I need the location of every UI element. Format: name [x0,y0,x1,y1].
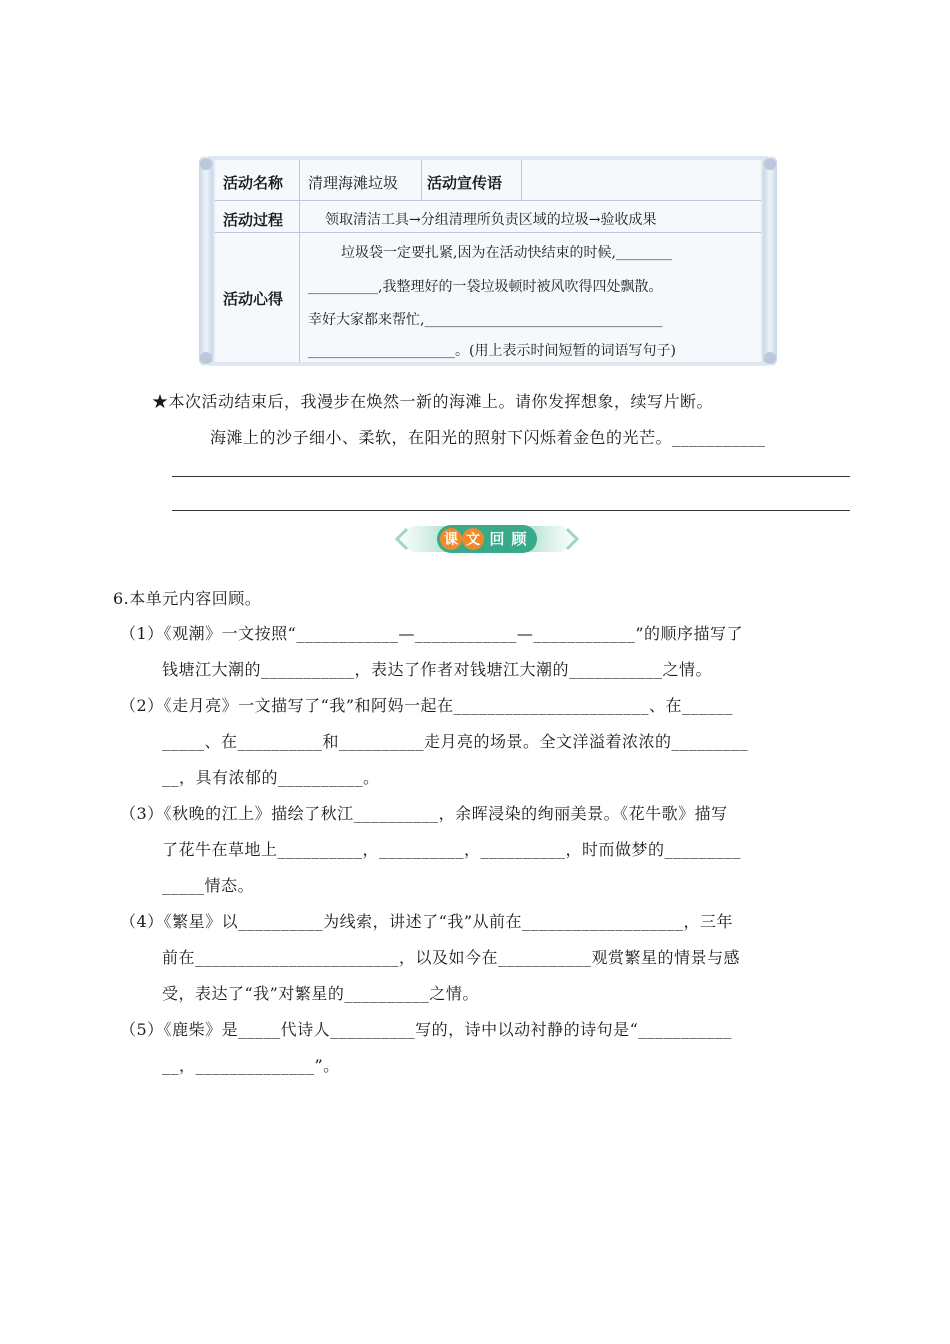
writing-line [172,476,850,477]
scroll-roller-right [763,156,777,366]
review-line: 前在________________________，以及如今在___________观赏繁星的情景与感 [162,948,741,967]
reflection-line-4: _____________________。(用上表示时间短暂的词语写句子) [308,343,676,359]
slogan-label: 活动宣传语 [427,174,503,192]
activity-table [215,160,761,362]
scroll-roller-left [199,156,213,366]
review-line: （3）《秋晚的江上》描绘了秋江__________，余晖浸染的绚丽美景。《花牛歌》描写 [120,804,728,823]
banner-char: 文 [466,532,480,548]
writing-line [172,510,850,511]
name-value: 清理海滩垃圾 [308,174,399,192]
continuation-prompt: ★本次活动结束后，我漫步在焕然一新的海滩上。请你发挥想象，续写片断。 [152,392,714,411]
review-line: _____情态。 [162,876,255,895]
review-line: __，具有浓郁的__________。 [162,768,380,787]
review-line: （2）《走月亮》一文描写了“我”和阿妈一起在_______________________、在______ [120,696,734,715]
banner-char: 课 [444,532,458,548]
name-label: 活动名称 [223,174,284,192]
review-line: （5）《鹿柴》是_____代诗人__________写的，诗中以动衬静的诗句是“___________ [120,1020,732,1039]
banner-char: 顾 [511,530,527,548]
reflection-line-3: 幸好大家都来帮忙,__________________________________ [308,312,663,328]
review-line: __，______________”。 [162,1056,340,1075]
review-line: （4）《繁星》以__________为线索，讲述了“我”从前在___________________，三年 [120,912,734,931]
banner-char: 回 [489,530,505,548]
process-value: 领取清洁工具→分组清理所负责区域的垃圾→验收成果 [325,212,657,228]
review-line: （1）《观潮》一文按照“____________—____________—____________”的顺序描写了 [120,624,744,643]
reflection-line-1: 垃圾袋一定要扎紧,因为在活动快结束的时候,________ [341,245,672,261]
continuation-start: 海滩上的沙子细小、柔软，在阳光的照射下闪烁着金色的光芒。___________ [210,428,766,447]
section-banner [393,522,581,556]
reflection-label: 活动心得 [223,290,284,308]
activity-scroll [199,156,777,366]
review-line: 受，表达了“我”对繁星的__________之情。 [162,984,479,1003]
review-title: 6.本单元内容回顾。 [113,589,262,608]
reflection-line-2: __________,我整理好的一袋垃圾顿时被风吹得四处飘散。 [308,279,663,295]
review-line: 钱塘江大潮的___________，表达了作者对钱塘江大潮的___________之情。 [162,660,713,679]
review-line: _____、在__________和__________走月亮的场景。全文洋溢着浓浓的_________ [162,732,749,751]
process-label: 活动过程 [223,211,284,229]
review-line: 了花牛在草地上__________，__________，__________，时而做梦的_________ [162,840,742,859]
